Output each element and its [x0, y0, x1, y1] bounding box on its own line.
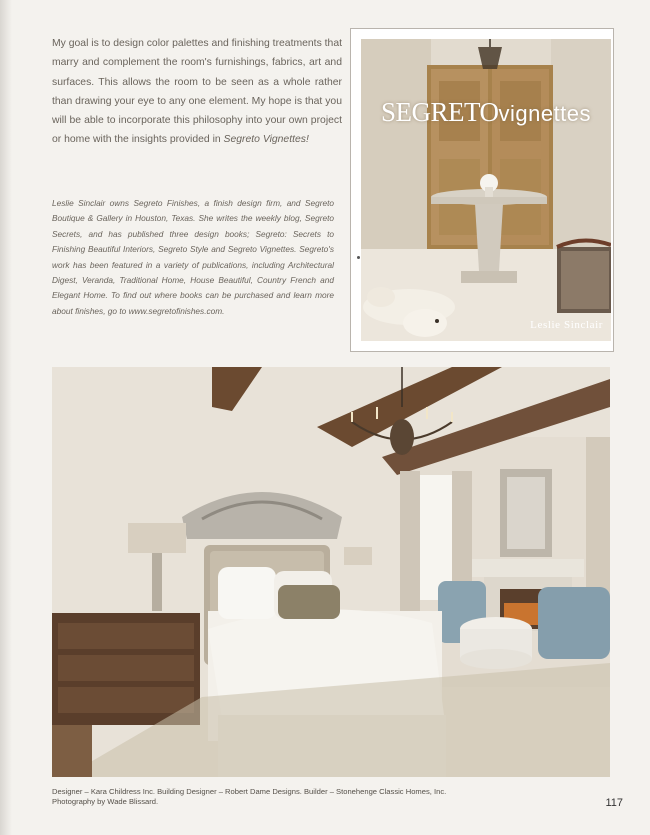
- book-cover: [361, 39, 611, 341]
- book-cover-title: [361, 97, 611, 128]
- book-cover-title-large: SEGRETO: [380, 97, 499, 127]
- page-number: 117: [605, 797, 623, 809]
- photo-caption: [52, 787, 572, 807]
- intro-book-title: Segreto Vignettes!: [223, 134, 309, 146]
- book-cover-frame: [350, 28, 614, 352]
- intro-paragraph: [52, 34, 342, 150]
- bullet-dot: [357, 256, 360, 259]
- book-cover-illustration: [361, 39, 611, 341]
- bedroom-photo: [52, 367, 610, 777]
- book-cover-title-small: vignettes: [498, 101, 592, 126]
- bedroom-illustration: [52, 367, 610, 777]
- page-gutter-shadow: [0, 0, 12, 835]
- caption-line-2: Photography by Wade Blissard.: [52, 797, 159, 806]
- intro-text: My goal is to design color palettes and finishing treatments that marry and complement the room's furnishings, fabrics, art and surfaces. This allows the room to be seen as a whole rather than drawing your eye to any one element. My hope is that you will be able to incorporate this philosophy into your own project or home with the insights provided in: [52, 38, 342, 146]
- caption-line-1: Designer – Kara Childress Inc. Building Designer – Robert Dame Designs. Builder – Stonehenge Classic Homes, Inc.: [52, 787, 447, 796]
- book-cover-author: Leslie Sinclair: [530, 319, 603, 331]
- author-bio: Leslie Sinclair owns Segreto Finishes, a finish design firm, and Segreto Boutique & Gallery in Houston, Texas. She writes the weekly blog, Segreto Secrets, and has published three design books; Segreto: Secrets to Finishing Beautiful Interiors, Segreto Style and Segreto Vignettes. Segreto's work has been featured in a variety of publications, including Architectural Digest, Veranda, Traditional Home, House Beautiful, Country French and Elegant Home. To find out where books can be purchased and learn more about finishes, go to www.segretofinishes.com.: [52, 198, 334, 316]
